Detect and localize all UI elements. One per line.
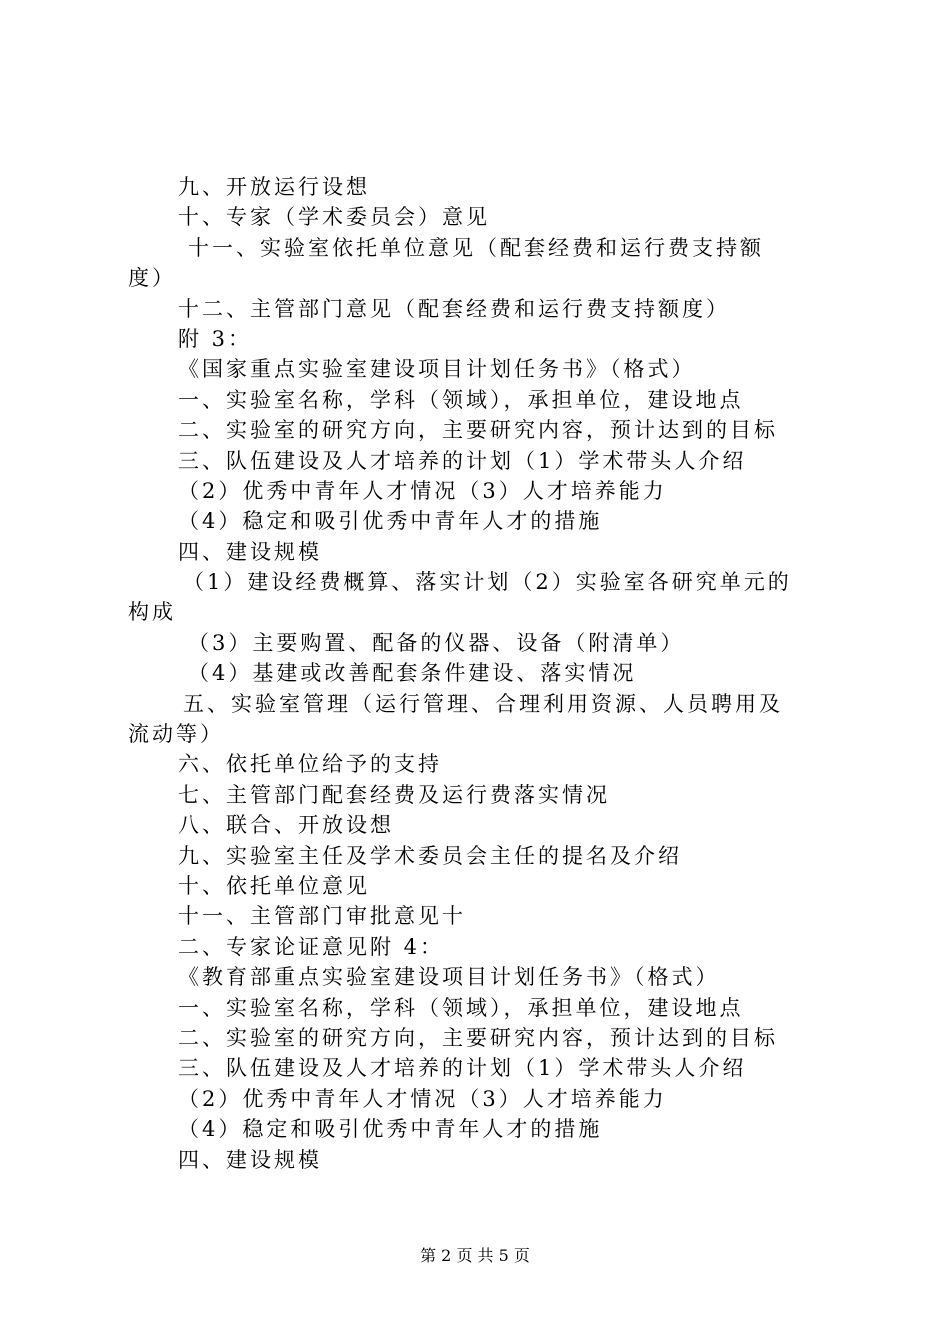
text-line: （1）建设经费概算、落实计划（2）实验室各研究单元的	[183, 570, 792, 595]
text-line: 附 3：	[178, 326, 253, 351]
document-body	[128, 172, 832, 1175]
text-line: 构成	[128, 600, 176, 625]
text-line: 十一、实验室依托单位意见（配套经费和运行费支持额	[188, 235, 764, 260]
text-line: 度）	[128, 266, 176, 291]
text-line: 二、专家论证意见附 4：	[178, 934, 445, 959]
text-line: 十一、主管部门审批意见十	[178, 904, 466, 929]
text-line: （4）稳定和吸引优秀中青年人才的措施	[178, 509, 603, 534]
text-line: 三、队伍建设及人才培养的计划（1）学术带头人介绍	[178, 1056, 747, 1081]
text-line: （4）基建或改善配套条件建设、落实情况	[188, 661, 637, 686]
text-line: 六、依托单位给予的支持	[178, 752, 442, 777]
text-line: 二、实验室的研究方向，主要研究内容，预计达到的目标	[178, 418, 778, 443]
text-line: 十二、主管部门意见（配套经费和运行费支持额度）	[178, 296, 730, 321]
text-line: 一、实验室名称，学科（领域），承担单位，建设地点	[178, 995, 744, 1020]
text-line: 十、依托单位意见	[178, 873, 370, 898]
text-line: 一、实验室名称，学科（领域），承担单位，建设地点	[178, 387, 744, 412]
text-line: 八、联合、开放设想	[178, 813, 394, 838]
page-footer: 第 2 页 共 5 页	[420, 1246, 530, 1265]
text-line: 九、开放运行设想	[178, 175, 370, 199]
text-line: 九、实验室主任及学术委员会主任的提名及介绍	[178, 843, 682, 868]
text-line: 二、实验室的研究方向，主要研究内容，预计达到的目标	[178, 1025, 778, 1050]
text-line: （2）优秀中青年人才情况（3）人才培养能力	[178, 1086, 667, 1111]
text-line: 五、实验室管理（运行管理、合理利用资源、人员聘用及	[183, 691, 783, 716]
text-line: 四、建设规模	[178, 1147, 322, 1172]
text-line: 《国家重点实验室建设项目计划任务书》（格式）	[178, 357, 696, 382]
text-line: （2）优秀中青年人才情况（3）人才培养能力	[178, 478, 667, 503]
text-line: 《教育部重点实验室建设项目计划任务书》（格式）	[178, 965, 720, 990]
text-line: 三、队伍建设及人才培养的计划（1）学术带头人介绍	[178, 448, 747, 473]
text-line: 七、主管部门配套经费及运行费落实情况	[178, 782, 610, 807]
text-line: 十、专家（学术委员会）意见	[178, 205, 490, 230]
text-line: 四、建设规模	[178, 539, 322, 564]
text-line: （4）稳定和吸引优秀中青年人才的措施	[178, 1117, 603, 1142]
text-line: 流动等）	[128, 722, 224, 747]
text-line: （3）主要购置、配备的仪器、设备（附清单）	[188, 630, 685, 655]
